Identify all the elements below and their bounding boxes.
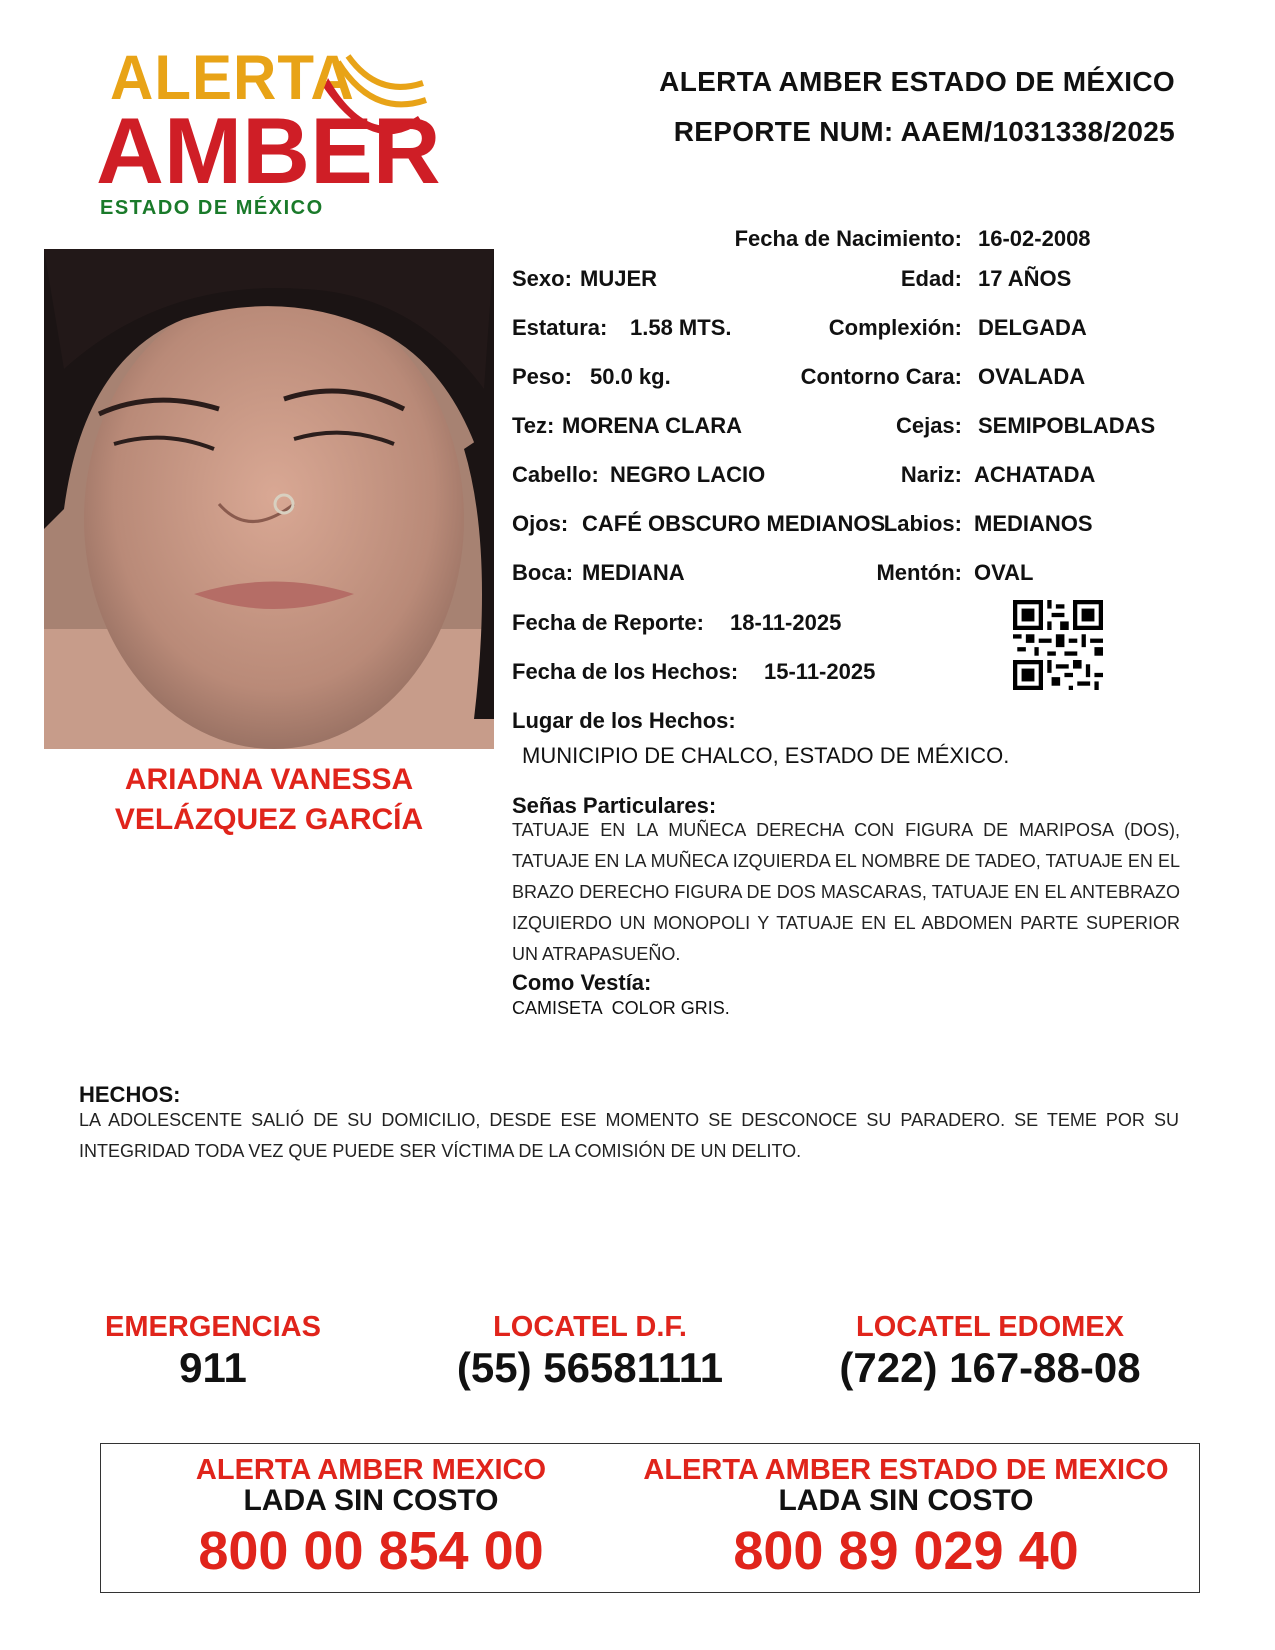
chin-label: Mentón: bbox=[876, 560, 962, 585]
marks-value: TATUAJE EN LA MUÑECA DERECHA CON FIGURA DE MARIPOSA (DOS), TATUAJE EN LA MUÑECA IZQUIERDA EL NOMBRE DE TADEO, TATUAJE EN EL BRAZO DERECHO FIGURA DE DOS MASCARAS, TATUAJE EN EL ANTEBRAZO IZQUIERDO UN MONOPOLI Y TATUAJE EN EL ABDOMEN PARTE SUPERIOR UN ATRAPASUEÑO. bbox=[512, 820, 1180, 964]
facts-text: LA ADOLESCENTE SALIÓ DE SU DOMICILIO, DESDE ESE MOMENTO SE DESCONOCE SU PARADERO. SE TEME POR SU INTEGRIDAD TODA VEZ QUE PUEDE SER VÍCTIMA DE LA COMISIÓN DE UN DELITO. bbox=[79, 1110, 1179, 1161]
logo-amber-text: AMBER bbox=[96, 98, 441, 203]
facts-label: HECHOS: bbox=[79, 1082, 181, 1107]
missing-person-photo bbox=[44, 249, 494, 749]
face-shape-value: OVALADA bbox=[978, 364, 1086, 389]
lips-value: MEDIANOS bbox=[974, 511, 1093, 536]
nose-value: ACHATADA bbox=[974, 462, 1096, 487]
tollfree-mexico-number: 800 00 854 00 bbox=[198, 1521, 544, 1581]
locatel-df-title: LOCATEL D.F. bbox=[493, 1311, 687, 1343]
sex-label: Sexo: bbox=[512, 266, 572, 291]
clothing-value: CAMISETA COLOR GRIS. bbox=[512, 998, 730, 1018]
event-date-value: 15-11-2025 bbox=[764, 659, 876, 684]
logo-swoosh-icon bbox=[318, 48, 428, 158]
emergency-title: EMERGENCIAS bbox=[105, 1311, 321, 1343]
birthdate-label: Fecha de Nacimiento: bbox=[734, 226, 962, 251]
chin-value: OVAL bbox=[974, 560, 1034, 585]
mouth-label: Boca: bbox=[512, 560, 574, 585]
sex-value: MUJER bbox=[580, 266, 658, 291]
person-name-line2: VELÁZQUEZ GARCÍA bbox=[114, 803, 424, 836]
nose-label: Nariz: bbox=[900, 462, 962, 487]
clothing-label: Como Vestía: bbox=[512, 970, 652, 995]
tollfree-mexico-sub: LADA SIN COSTO bbox=[243, 1484, 499, 1517]
event-date-label: Fecha de los Hechos: bbox=[512, 659, 739, 684]
tollfree-edomex-number: 800 89 029 40 bbox=[733, 1521, 1079, 1581]
age-value: 17 AÑOS bbox=[978, 266, 1072, 291]
build-value: DELGADA bbox=[978, 315, 1087, 340]
emergency-number: 911 bbox=[179, 1344, 247, 1391]
person-name-line1: ARIADNA VANESSA bbox=[124, 763, 414, 796]
locatel-df-number: (55) 56581111 bbox=[456, 1344, 724, 1391]
age-label: Edad: bbox=[900, 266, 962, 291]
lips-label: Labios: bbox=[883, 511, 962, 536]
logo-alerta-text: ALERTA bbox=[110, 42, 355, 113]
height-label: Estatura: bbox=[512, 315, 608, 340]
eyes-label: Ojos: bbox=[512, 511, 569, 536]
place-value: MUNICIPIO DE CHALCO, ESTADO DE MÉXICO. bbox=[522, 743, 1010, 768]
header-title: ALERTA AMBER ESTADO DE MÉXICO bbox=[659, 66, 1175, 97]
alerta-amber-logo bbox=[92, 42, 441, 219]
eyebrows-label: Cejas: bbox=[895, 413, 962, 438]
eyes-value: CAFÉ OBSCURO MEDIANOS bbox=[582, 511, 886, 536]
marks-label: Señas Particulares: bbox=[512, 793, 717, 818]
tollfree-mexico-title: ALERTA AMBER MEXICO bbox=[195, 1454, 547, 1486]
birthdate-value: 16-02-2008 bbox=[978, 226, 1091, 251]
eyebrows-value: SEMIPOBLADAS bbox=[978, 413, 1156, 438]
complexion-value: MORENA CLARA bbox=[562, 413, 743, 438]
place-label: Lugar de los Hechos: bbox=[512, 708, 736, 733]
tollfree-edomex-title: ALERTA AMBER ESTADO DE MEXICO bbox=[643, 1454, 1169, 1486]
report-number: REPORTE NUM: AAEM/1031338/2025 bbox=[673, 116, 1175, 147]
complexion-label: Tez: bbox=[512, 413, 555, 438]
weight-label: Peso: bbox=[512, 364, 572, 389]
locatel-edomex-title: LOCATEL EDOMEX bbox=[856, 1311, 1124, 1343]
logo-state-text: ESTADO DE MÉXICO bbox=[100, 197, 324, 219]
hair-label: Cabello: bbox=[512, 462, 599, 487]
report-date-label: Fecha de Reporte: bbox=[512, 610, 704, 635]
hair-value: NEGRO LACIO bbox=[610, 462, 766, 487]
build-label: Complexión: bbox=[828, 315, 962, 340]
face-shape-label: Contorno Cara: bbox=[800, 364, 962, 389]
qr-code-icon bbox=[1013, 600, 1103, 690]
mouth-value: MEDIANA bbox=[582, 560, 685, 585]
tollfree-box bbox=[100, 1443, 1200, 1593]
tollfree-edomex-sub: LADA SIN COSTO bbox=[778, 1484, 1034, 1517]
weight-value: 50.0 kg. bbox=[590, 364, 671, 389]
height-value: 1.58 MTS. bbox=[630, 315, 732, 340]
report-date-value: 18-11-2025 bbox=[730, 610, 842, 635]
locatel-edomex-number: (722) 167-88-08 bbox=[839, 1344, 1141, 1391]
